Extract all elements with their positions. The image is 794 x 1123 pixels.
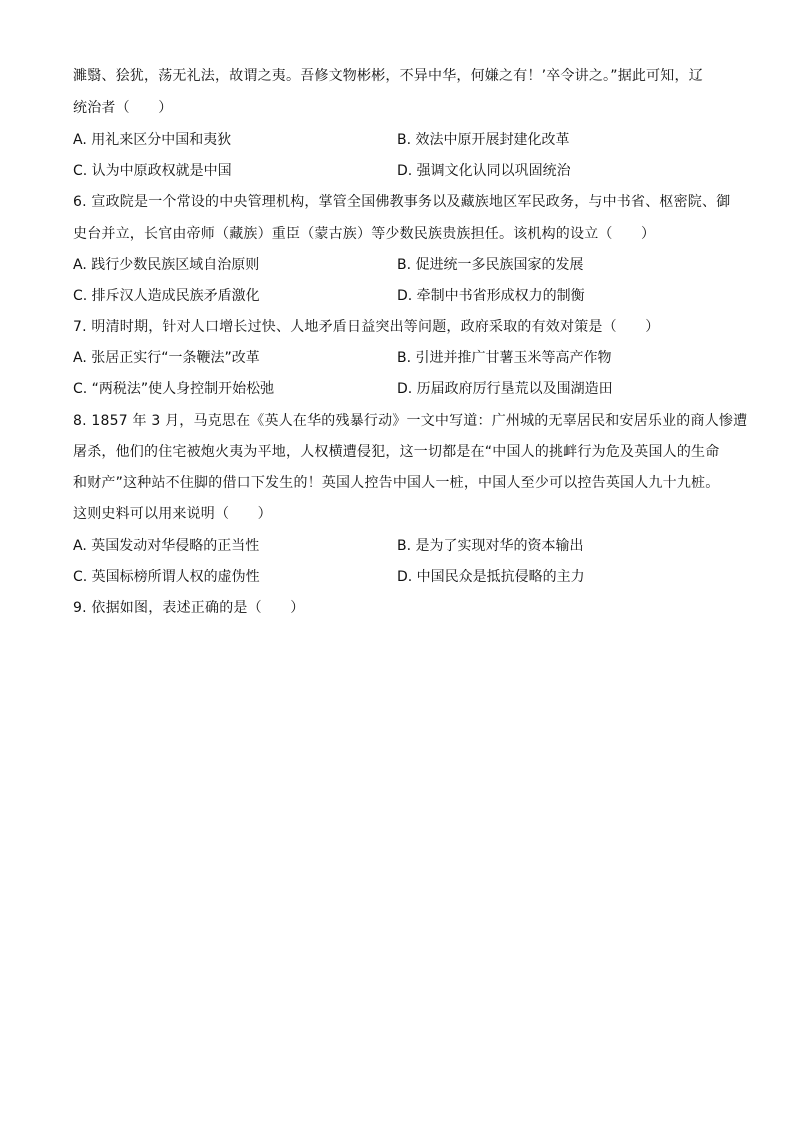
q6-stem-line-1: 6. 宣政院是一个常设的中央管理机构，掌管全国佛教事务以及藏族地区军民政务，与中书省、枢密院、御 [73,194,731,210]
q7-stem-line-1: 7. 明清时期，针对人口增长过快、人地矛盾日益突出等问题，政府采取的有效对策是（ ） [73,319,660,335]
q8-stem-line-2: 屠杀，他们的住宅被炮火夷为平地，人权横遭侵犯，这一切都是在“中国人的挑衅行为危及英国人的生命 [73,444,720,460]
q9-stem-line-1: 9. 依据如图，表述正确的是（ ） [73,600,305,616]
q5-option-c: C. 认为中原政权就是中国 [73,163,232,179]
q8-stem-line-4: 这则史料可以用来说明（ ） [73,506,272,522]
q7-option-c: C. “两税法”使人身控制开始松弛 [73,381,275,397]
q5-option-d: D. 强调文化认同以巩固统治 [397,163,571,179]
q8-option-c: C. 英国标榜所谓人权的虚伪性 [73,569,260,585]
q5-stem-line-1: 濉翳、狯犹，荡无礼法，故谓之夷。吾修文物彬彬，不异中华，何嫌之有！’卒令讲之。”据此可知，辽 [73,68,703,84]
q7-option-d: D. 历届政府厉行垦荒以及围湖造田 [397,381,613,397]
q8-option-d: D. 中国民众是抵抗侵略的主力 [397,569,585,585]
q6-option-b: B. 促进统一多民族国家的发展 [397,257,584,273]
q6-option-c: C. 排斥汉人造成民族矛盾激化 [73,288,260,304]
q8-option-a: A. 英国发动对华侵略的正当性 [73,538,260,554]
q7-option-b: B. 引进并推广甘薯玉米等高产作物 [397,350,612,366]
q8-stem-line-1: 8. 1857 年 3 月，马克思在《英人在华的残暴行动》一文中写道：广州城的无辜居民和安居乐业的商人惨遭 [73,413,748,429]
q7-option-a: A. 张居正实行“一条鞭法”改革 [73,350,260,366]
q8-option-b: B. 是为了实现对华的资本输出 [397,538,584,554]
q6-stem-line-2: 史台并立，长官由帝师（藏族）重臣（蒙古族）等少数民族贵族担任。该机构的设立（ ） [73,226,656,242]
q8-stem-line-3: 和财产”这种站不住脚的借口下发生的！英国人控告中国人一桩，中国人至少可以控告英国人九十九桩。 [73,475,720,491]
q5-option-b: B. 效法中原开展封建化改革 [397,132,570,148]
q5-stem-line-2: 统治者（ ） [73,100,173,116]
q5-option-a: A. 用礼来区分中国和夷狄 [73,132,232,148]
q6-option-a: A. 践行少数民族区域自治原则 [73,257,260,273]
q6-option-d: D. 牵制中书省形成权力的制衡 [397,288,585,304]
